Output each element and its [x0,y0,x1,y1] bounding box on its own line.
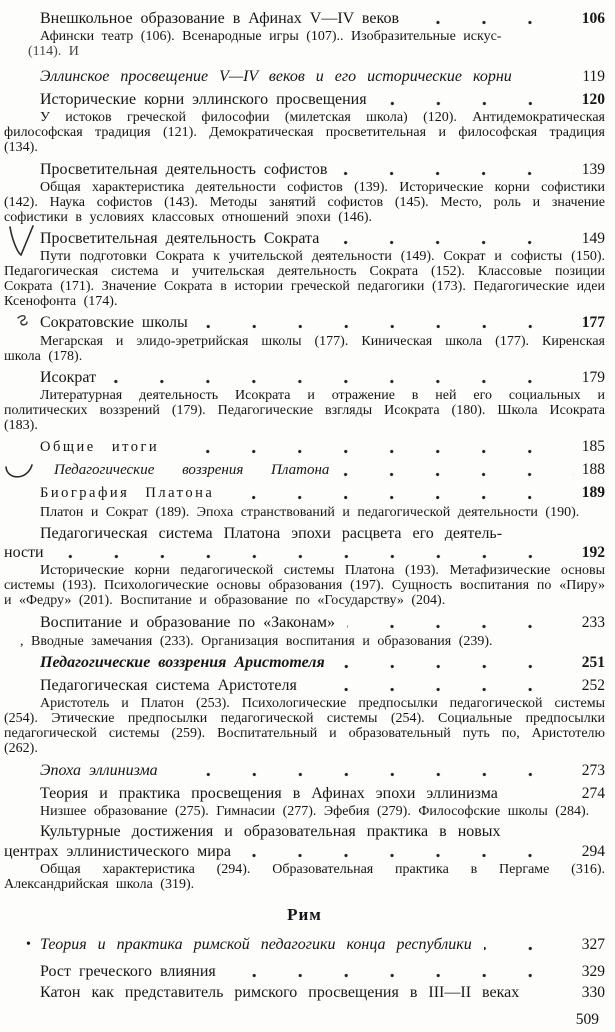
toc-sub-entry: Пути подготовки Сократа к учительской деятельности (149). Сократ и софисты (150). Педагогическая система и учительская деятельность Сократа (152). Классовые позиции Сократа (171). Значение Сократа в истории греческой педагогики (173). Педагогические идеи Ксенофонта (174). [4,249,605,309]
page-footer-number: 509 [575,1011,599,1028]
toc-entry [4,784,605,803]
entry-title: центрах эллинистического мира [4,843,231,860]
entry-page-number: 330 [581,984,605,1001]
toc-sub-entry: Исторические корни педагогической системы Платона (193). Метафизические основы системы (193). Психологические основы образования (197). Сущность воспитания по «Пиру» и «Федру» (201). Воспитание и образование по «Государству» (204). [4,563,605,608]
toc-entry [4,613,605,632]
toc-entry [4,9,605,28]
toc-sub-entry: Афински театр (106). Всенародные игры (107).. Изобразительные искус- [40,29,502,44]
entry-page-number: 179 [581,369,605,386]
toc-entry [4,460,605,480]
toc-entry [4,676,605,695]
toc-sub-entry: , Вводные замечания (233). Организация воспитания и образования (239). [20,634,493,649]
dot-leader [170,772,574,777]
toc-entry [4,160,605,179]
toc-entry-first-line: Культурные достижения и образовательная практика в новых [40,823,501,840]
entry-page-number: 119 [582,68,605,85]
dot-leader [228,973,574,978]
entry-title: Педагогические воззрения Аристотеля [40,654,325,671]
toc-entry [4,935,605,954]
entry-title: Рост греческого влияния [40,963,216,980]
toc-sub-entry: Общая характеристика (294). Образовательная практика в Пергаме (316). Александрийская школа (319). [4,862,605,892]
dot-leader [56,554,574,559]
entry-title: Просветительная деятельность Сократа [40,230,320,247]
toc-sub-entry: Низшее образование (275). Гимнасии (277). Эфебия (279). Философские школы (284). [40,804,590,819]
toc-sub-entry: Аристотель и Платон (253). Психологические предпосылки педагогической системы (254). Этические предпосылки педагогической системы (254). Социальные предпосылки педагогической системы (259). Воспитательный и образовательный путь по, Аристотелю (262). [4,696,605,756]
toc-entry [4,983,605,1002]
entry-title: Исократ [40,369,97,386]
entry-title: ности [4,544,44,561]
toc-entry [4,437,605,457]
section-heading: Рим [287,905,322,924]
entry-page-number: 327 [581,936,605,953]
entry-page-number: 185 [581,438,605,455]
toc-entry [4,543,605,562]
toc-entry [4,90,605,109]
bullet-marker: • [26,937,31,952]
dot-leader [347,624,574,629]
entry-title: Эллинское просвещение V—IV веков и его исторические корни [40,68,512,85]
dot-leader [484,946,574,951]
dot-leader [108,379,574,384]
entry-title: Эпоха эллинизма [40,762,158,779]
entry-page-number: 188 [581,461,605,478]
entry-title: Общие итоги [40,439,160,455]
toc-sub-entry: Общая характеристика деятельности софистов (139). Исторические корни софистики (142). Наука софистов (143). Методы занятий софистов (145). Место, роль и значение софистики в условиях классовых отношений эпохи (146). [4,180,605,225]
entry-title: Сократовские школы [40,314,188,331]
entry-page-number: 233 [581,614,605,631]
dot-leader [309,687,574,692]
entry-page-number: 329 [581,963,605,980]
dot-leader [411,20,574,25]
entry-page-number: 251 [581,654,605,671]
entry-page-number: 120 [581,91,605,108]
entry-title: Теория и практика римской педагогики конца республики [40,936,472,953]
entry-page-number: 106 [581,10,605,27]
entry-page-number: 189 [581,484,605,501]
dot-leader [226,495,573,500]
entry-page-number: 273 [581,762,605,779]
toc-entry [4,483,605,503]
dot-leader [337,664,574,669]
entry-page-number: 192 [581,544,605,561]
table-of-contents [4,9,605,1002]
toc-entry [4,67,605,86]
entry-title: Просветительная деятельность софистов [40,161,328,178]
entry-page-number: 294 [581,843,605,860]
toc-entry [4,368,605,387]
dot-leader [510,795,574,800]
dot-leader [379,101,574,106]
toc-entry [4,761,605,780]
entry-title: Теория и практика просвещения в Афинах эпохи эллинизма [40,785,498,802]
entry-title: Педагогические воззрения Платона [54,462,330,478]
toc-entry [4,313,605,332]
entry-page-number: 274 [581,785,605,802]
entry-title: Внешкольное образование в Афинах V—IV веков [40,10,400,27]
toc-entry [4,653,605,672]
toc-sub-entry: Литературная деятельность Исократа и отражение в ней его социальных и политических воззрений (179). Педагогические взгляды Исократа (180). Школа Исократа (183). [4,388,605,433]
dot-leader [171,449,574,454]
entry-title: Педагогическая система Аристотеля [40,677,297,694]
handwritten-squiggle-mark [16,314,30,328]
entry-page-number: 177 [581,314,605,331]
dot-leader [531,994,574,999]
entry-title: Биография Платона [40,485,215,501]
dot-leader [243,853,574,858]
toc-entry [4,842,605,861]
entry-title: Исторические корни эллинского просвещения [40,91,367,108]
toc-sub-entry: Платон и Сократ (189). Эпоха странствований и педагогической деятельности (190). [40,505,580,520]
dot-leader [341,472,573,477]
entry-title: Воспитание и образование по «Законам» [40,614,335,631]
entry-page-number: 149 [581,230,605,247]
toc-entry-first-line: Педагогическая система Платона эпохи расцвета его деятель- [40,525,503,542]
dot-leader [331,240,573,245]
toc-entry [4,962,605,981]
entry-page-number: 139 [581,161,605,178]
dot-leader [524,78,575,83]
toc-entry [4,229,605,248]
toc-sub-entry: (114). И [28,44,79,58]
dot-leader [200,324,574,329]
toc-sub-entry: Мегарская и элидо-эретрийская школы (177). Киническая школа (177). Киренская школа (178). [4,334,605,364]
dot-leader [339,171,573,176]
entry-page-number: 252 [581,677,605,694]
entry-title: Катон как представитель римского просвещения в III—II веках [40,984,520,1001]
toc-sub-entry: У истоков греческой философии (милетская школа) (120). Антидемократическая философская традиция (121). Демократическая просветительная и философская традиция (134). [4,110,605,155]
handwritten-curve-mark [4,464,34,484]
